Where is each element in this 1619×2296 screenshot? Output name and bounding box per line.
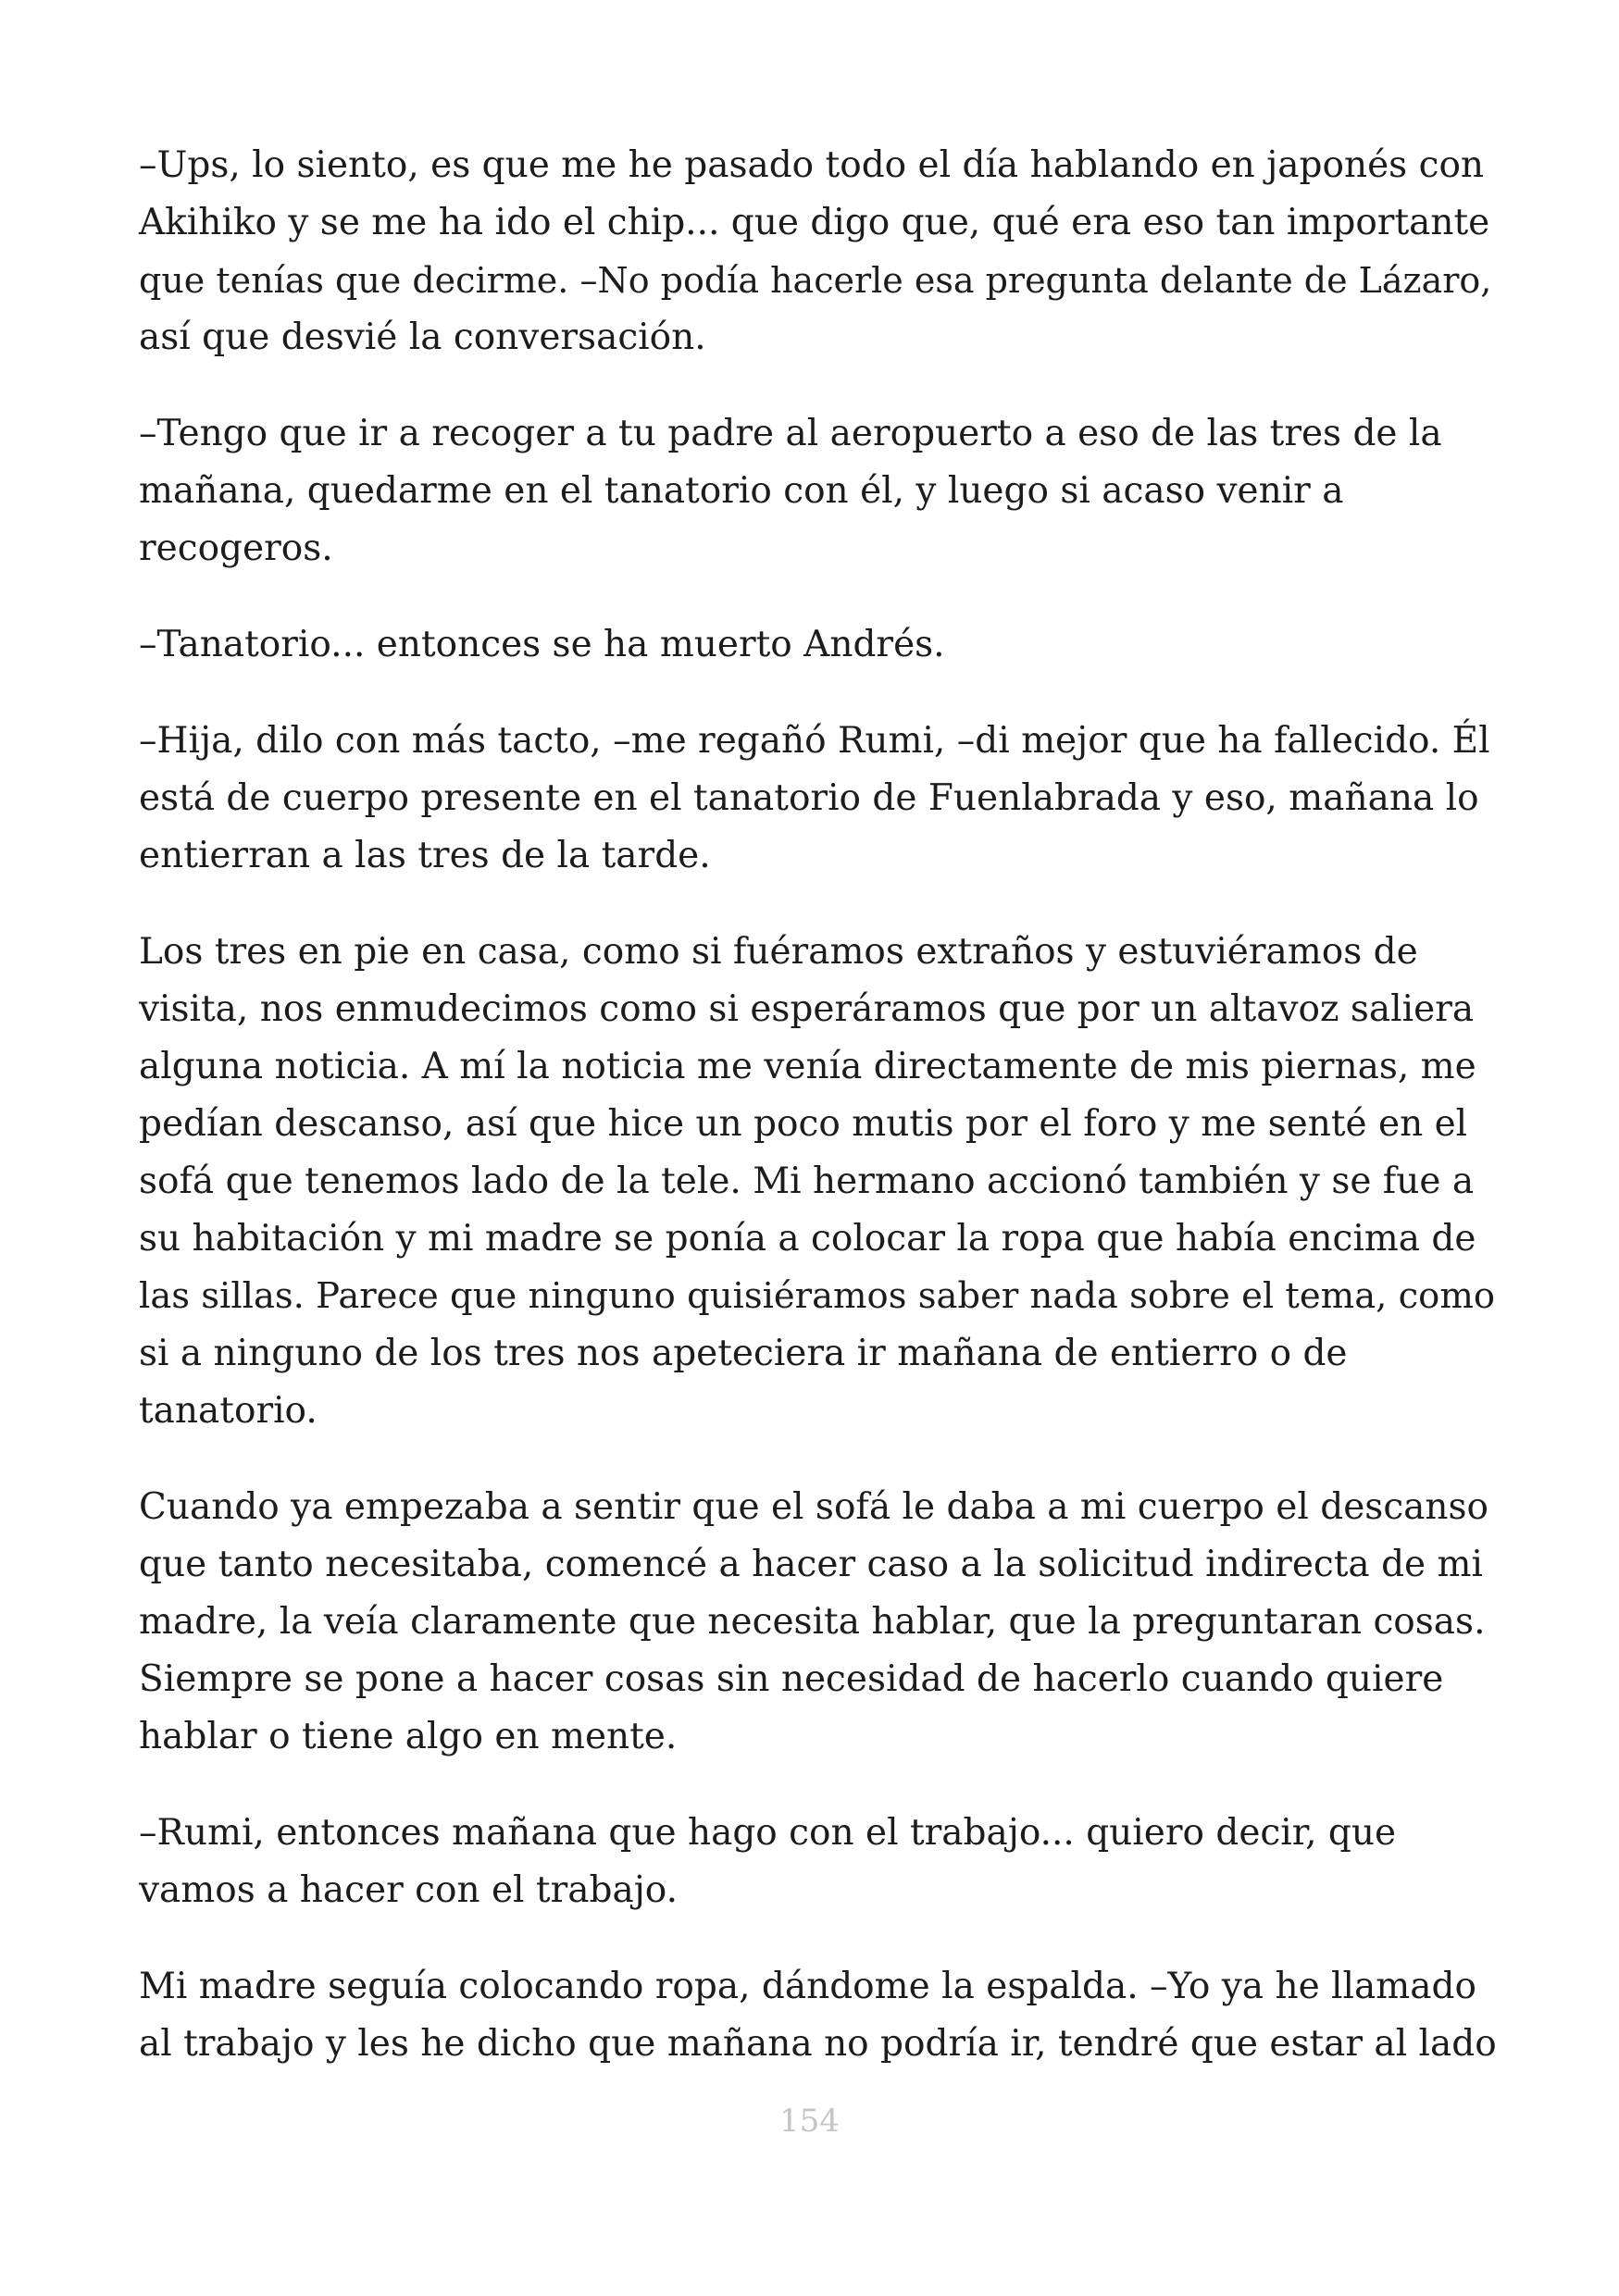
text-line: sofá que tenemos lado de la tele. Mi hermano accionó también y se fue a bbox=[139, 1160, 1475, 1202]
text-line: vamos a hacer con el trabajo. bbox=[139, 1869, 678, 1911]
paragraph bbox=[139, 405, 1500, 577]
text-line: Akihiko y se me ha ido el chip... que digo que, qué era eso tan importante bbox=[139, 202, 1490, 243]
text-line: Cuando ya empezaba a sentir que el sofá le daba a mi cuerpo el descanso bbox=[139, 1486, 1489, 1528]
text-line: alguna noticia. A mí la noticia me venía directamente de mis piernas, me bbox=[139, 1046, 1476, 1087]
paragraph bbox=[139, 616, 1500, 674]
page-number: 154 bbox=[779, 2103, 840, 2140]
text-line: hablar o tiene algo en mente. bbox=[139, 1716, 678, 1757]
text-line: su habitación y mi madre se ponía a colocar la ropa que había encima de bbox=[139, 1218, 1476, 1260]
text-line: entierran a las tres de la tarde. bbox=[139, 835, 711, 876]
text-line: visita, nos enmudecimos como si esperáramos que por un altavoz saliera bbox=[139, 988, 1475, 1030]
paragraph bbox=[139, 1805, 1500, 1919]
text-line: Siempre se pone a hacer cosas sin necesidad de hacerlo cuando quiere bbox=[139, 1658, 1444, 1700]
text-line: está de cuerpo presente en el tanatorio de Fuenlabrada y eso, mañana lo bbox=[139, 777, 1479, 819]
text-line: Los tres en pie en casa, como si fuéramos extraños y estuviéramos de bbox=[139, 931, 1418, 973]
text-line: mañana, quedarme en el tanatorio con él, y luego si acaso venir a bbox=[139, 470, 1344, 512]
text-line: que tenías que decirme. –No podía hacerle esa pregunta delante de Lázaro, bbox=[139, 260, 1492, 301]
text-line: las sillas. Parece que ninguno quisiéramos saber nada sobre el tema, como bbox=[139, 1275, 1496, 1317]
text-line: tanatorio. bbox=[139, 1390, 318, 1432]
text-line: madre, la veía claramente que necesita hablar, que la preguntaran cosas. bbox=[139, 1601, 1486, 1643]
text-line: pedían descanso, así que hice un poco mutis por el foro y me senté en el bbox=[139, 1103, 1468, 1145]
text-line: recogeros. bbox=[139, 527, 333, 569]
body-text bbox=[139, 137, 1500, 2112]
text-line: –Rumi, entonces mañana que hago con el trabajo... quiero decir, que bbox=[139, 1812, 1397, 1854]
text-line: así que desvié la conversación. bbox=[139, 316, 706, 358]
text-line: –Tengo que ir a recoger a tu padre al aeropuerto a eso de las tres de la bbox=[139, 413, 1442, 454]
text-line: al trabajo y les he dicho que mañana no podría ir, tendré que estar al lado bbox=[139, 2023, 1497, 2065]
paragraph bbox=[139, 137, 1500, 366]
paragraph bbox=[139, 924, 1500, 1440]
text-line: si a ninguno de los tres nos apeteciera ir mañana de entierro o de bbox=[139, 1333, 1348, 1374]
paragraph bbox=[139, 713, 1500, 885]
text-line: –Tanatorio... entonces se ha muerto Andrés. bbox=[139, 624, 945, 665]
text-line: Mi madre seguía colocando ropa, dándome la espalda. –Yo ya he llamado bbox=[139, 1966, 1476, 2007]
paragraph bbox=[139, 1958, 1500, 2073]
paragraph bbox=[139, 1479, 1500, 1766]
text-line: que tanto necesitaba, comencé a hacer caso a la solicitud indirecta de mi bbox=[139, 1544, 1483, 1585]
text-line: –Hija, dilo con más tacto, –me regañó Rumi, –di mejor que ha fallecido. Él bbox=[139, 720, 1490, 762]
text-line: –Ups, lo siento, es que me he pasado todo el día hablando en japonés con bbox=[139, 144, 1485, 186]
